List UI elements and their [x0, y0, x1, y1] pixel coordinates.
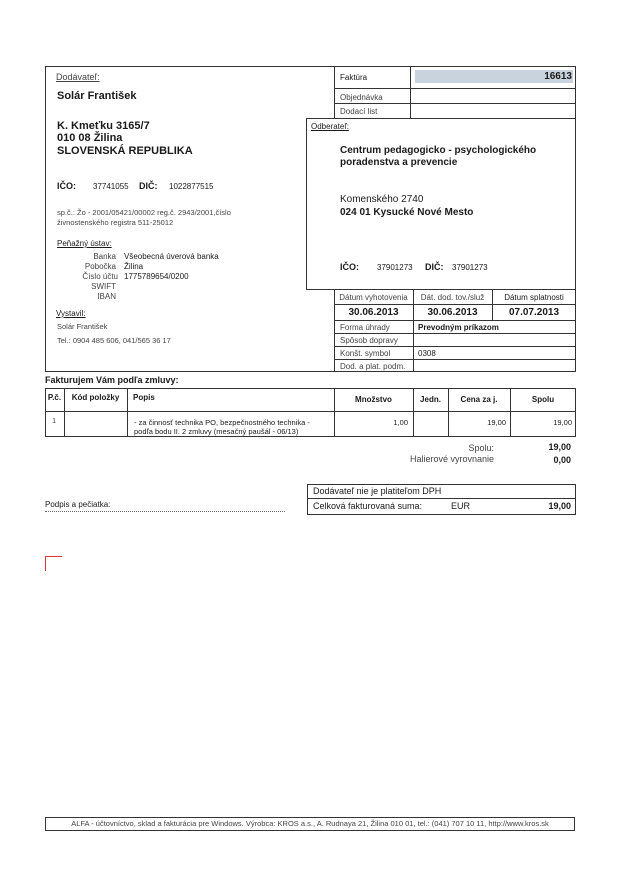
row-line [334, 320, 576, 321]
col-pc: P.č. [47, 393, 62, 402]
grand-total-label: Celková fakturovaná suma: [313, 501, 423, 511]
bank-swift-label: SWIFT [91, 282, 116, 291]
col-desc: Popis [133, 393, 155, 402]
supplier-country: SLOVENSKÁ REPUBLIKA [57, 145, 193, 157]
row-line [334, 333, 576, 334]
items-intro: Fakturujem Vám podľa zmluvy: [45, 375, 179, 385]
col-price: Cena za j. [460, 395, 498, 404]
supplier-city: 010 08 Žilina [57, 132, 123, 144]
customer-name-2: poradenstva a prevencie [340, 157, 458, 168]
table-header-line [45, 411, 576, 412]
supplier-dic: 1022877515 [169, 182, 214, 191]
col-total: Spolu [531, 395, 555, 404]
col-line [127, 388, 128, 437]
bank-name-label: Banka [93, 252, 116, 261]
issue-date: 30.06.2013 [348, 307, 399, 318]
bank-label: Peňažný ústav: [57, 239, 112, 248]
bank-account-label: Číslo účtu [82, 272, 118, 281]
invoice-label: Faktúra [340, 73, 368, 82]
issue-date-label: Dátum vyhotovenia [339, 293, 408, 302]
payment-method-label: Forma úhrady [340, 323, 390, 332]
customer-dic-label: DIČ: [425, 262, 444, 272]
row-qty: 1,00 [393, 418, 408, 427]
supplier-dic-label: DIČ: [139, 181, 158, 191]
delivery-note-label: Dodací list [340, 107, 378, 116]
invoice-number: 16613 [544, 71, 572, 82]
delivery-cond-label: Dod. a plat. podm. [340, 362, 406, 371]
transport-label: Spôsob dopravy [340, 336, 398, 345]
col-code: Kód položky [71, 393, 120, 402]
row-price: 19,00 [487, 418, 506, 427]
bank-iban-label: IBAN [97, 292, 116, 301]
signature-label: Podpis a pečiatka: [45, 500, 111, 509]
row-line [334, 304, 576, 305]
sum-label: Spolu: [468, 443, 494, 453]
issuer-name: Solár František [57, 322, 108, 331]
bank-name-value: Všeobecná úverová banka [124, 252, 219, 261]
supplier-label: Dodávateľ: [56, 72, 100, 82]
supply-date: 30.06.2013 [427, 307, 478, 318]
customer-name-1: Centrum pedagogicko - psychologického [340, 145, 537, 156]
customer-ico-label: IČO: [340, 262, 359, 272]
const-symbol: 0308 [418, 349, 436, 358]
issuer-phone: Tel.: 0904 485 606, 041/565 36 17 [57, 336, 171, 345]
due-date-label: Dátum splatnosti [504, 293, 564, 302]
row-desc-1: - za činnosť technika PO, bezpečnostného technika - [134, 418, 310, 427]
corner-mark [45, 556, 62, 571]
vat-note: Dodávateľ nie je platiteľom DPH [313, 486, 442, 496]
payment-method: Prevodným príkazom [418, 323, 499, 332]
issuer-label: Vystavil: [56, 309, 86, 318]
col-unit: Jedn. [420, 395, 441, 404]
row-line [334, 359, 576, 360]
bank-branch-value: Žilina [124, 262, 144, 271]
grand-total-amount: 19,00 [548, 501, 571, 511]
supplier-registry-2: živnostenského registra 511-25012 [57, 218, 174, 227]
supplier-name: Solár František [57, 90, 137, 102]
row-line [334, 88, 576, 89]
supply-date-label: Dát. dod. tov./služ [420, 293, 485, 302]
row-line [307, 498, 576, 499]
supplier-ico: 37741055 [93, 182, 129, 191]
signature-line [45, 511, 285, 512]
sum-value: 19,00 [548, 442, 571, 452]
header-divider [410, 66, 411, 118]
customer-label: Odberateľ: [311, 122, 349, 131]
supplier-ico-label: IČO: [57, 181, 76, 191]
const-symbol-label: Konšt. symbol [340, 349, 391, 358]
customer-street: Komenského 2740 [340, 194, 424, 205]
bank-branch-label: Pobočka [84, 262, 116, 271]
rounding-label: Halierové vyrovnanie [409, 454, 494, 464]
supplier-registry-1: sp.č.: Žo - 2001/05421/00002 reg.č. 2943/2001,číslo [57, 208, 231, 217]
footer-text: ALFA - účtovníctvo, sklad a fakturácia pre Windows. Výrobca: KROS a.s., A. Rudnaya 21, Žilina 010 01, tel.: (041) 707 10 11, http://www.kros.sk [71, 819, 549, 828]
row-desc-2: podľa bodu II. 2 zmluvy (mesačný paušál - 06/13) [134, 427, 299, 436]
col-qty: Množstvo [355, 395, 392, 404]
order-label: Objednávka [340, 93, 383, 102]
row-total: 19,00 [553, 418, 572, 427]
supplier-street: K. Kmeťku 3165/7 [57, 120, 150, 132]
bank-account-value: 1775789654/0200 [124, 272, 189, 281]
rounding-value: 0,00 [553, 455, 571, 465]
customer-city: 024 01 Kysucké Nové Mesto [340, 207, 474, 218]
customer-dic: 37901273 [452, 263, 488, 272]
row-line [334, 346, 576, 347]
customer-ico: 37901273 [377, 263, 413, 272]
due-date: 07.07.2013 [508, 307, 560, 318]
row-pc: 1 [52, 416, 57, 425]
grand-total-currency: EUR [451, 501, 471, 511]
row-line [334, 103, 576, 104]
